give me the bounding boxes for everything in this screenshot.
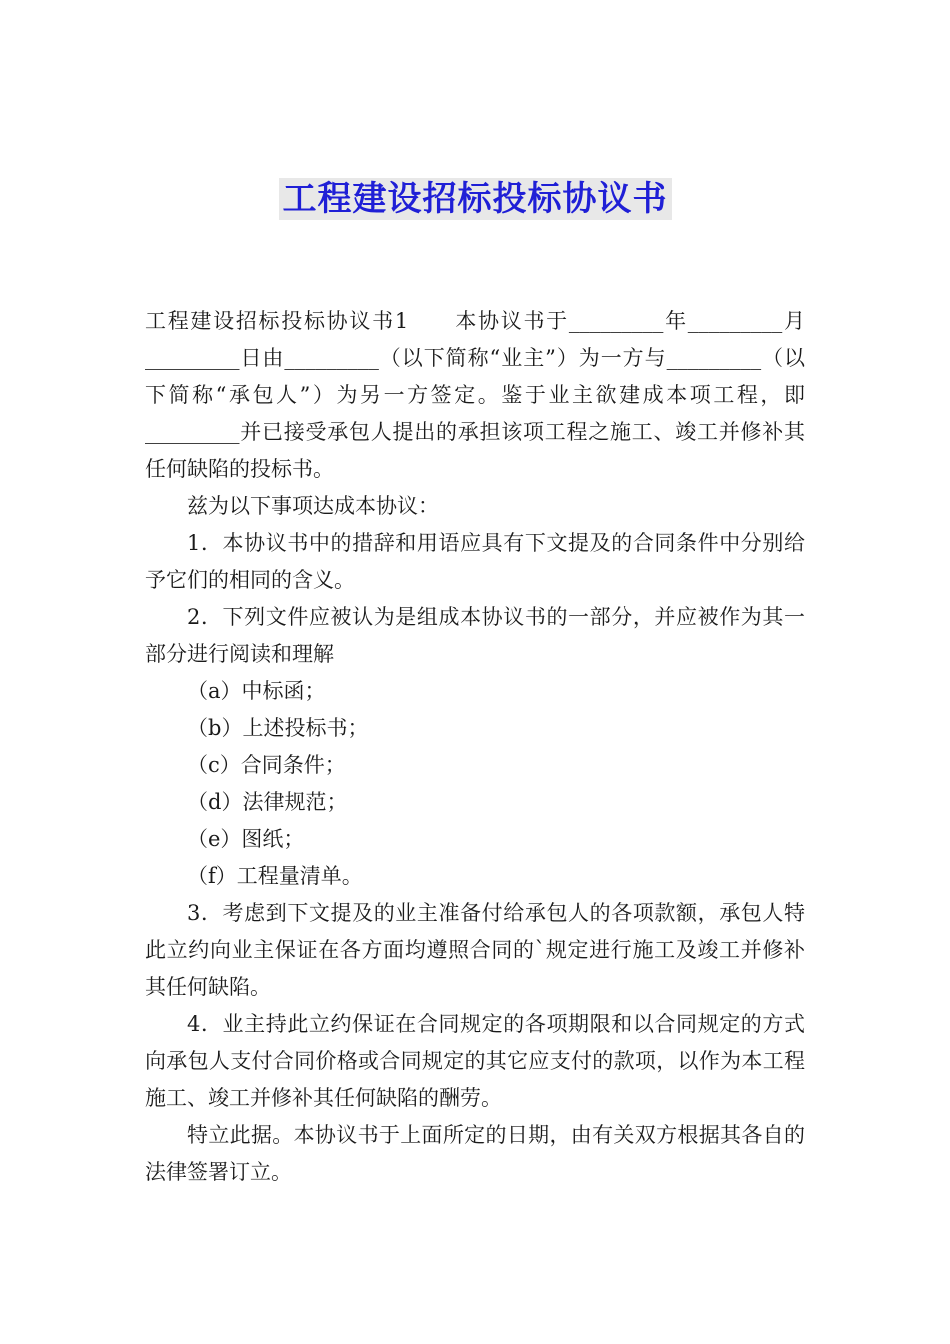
list-item: （c）合同条件； — [187, 753, 346, 777]
paragraph-clause-2: 2．下列文件应被认为是组成本协议书的一部分，并应被作为其一部分进行阅读和理解 — [145, 605, 805, 666]
list-item: （e）图纸； — [187, 827, 305, 851]
document-body — [145, 303, 805, 1191]
list-item: （f）工程量清单。 — [187, 864, 363, 888]
list-item: （b）上述投标书； — [187, 716, 369, 740]
list-item: （a）中标函； — [187, 679, 326, 703]
paragraph-clause-3: 3．考虑到下文提及的业主准备付给承包人的各项款额，承包人特此立约向业主保证在各方面均遵照合同的`规定进行施工及竣工并修补其任何缺陷。 — [145, 901, 805, 999]
title-container — [145, 178, 805, 220]
paragraph-agreement-lead: 兹为以下事项达成本协议： — [187, 494, 439, 518]
paragraph-clause-4: 4．业主持此立约保证在合同规定的各项期限和以合同规定的方式向承包人支付合同价格或合同规定的其它应支付的款项，以作为本工程施工、竣工并修补其任何缺陷的酬劳。 — [145, 1012, 805, 1110]
document-title: 工程建设招标投标协议书 — [279, 178, 672, 220]
paragraph-intro: 工程建设招标投标协议书1 本协议书于_________年_________月_________日由_________（以下简称“业主”）为一方与_________（以下简称“承包人”）为另一方签定。鉴于业主欲建成本项工程，即_________并已接受承包人提出的承担该项工程之施工、竣工并修补其任何缺陷的投标书。 — [145, 309, 805, 481]
paragraph-clause-1: 1．本协议书中的措辞和用语应具有下文提及的合同条件中分别给予它们的相同的含义。 — [145, 531, 805, 592]
list-item: （d）法律规范； — [187, 790, 348, 814]
paragraph-closing: 特立此据。本协议书于上面所定的日期，由有关双方根据其各自的法律签署订立。 — [145, 1123, 805, 1184]
